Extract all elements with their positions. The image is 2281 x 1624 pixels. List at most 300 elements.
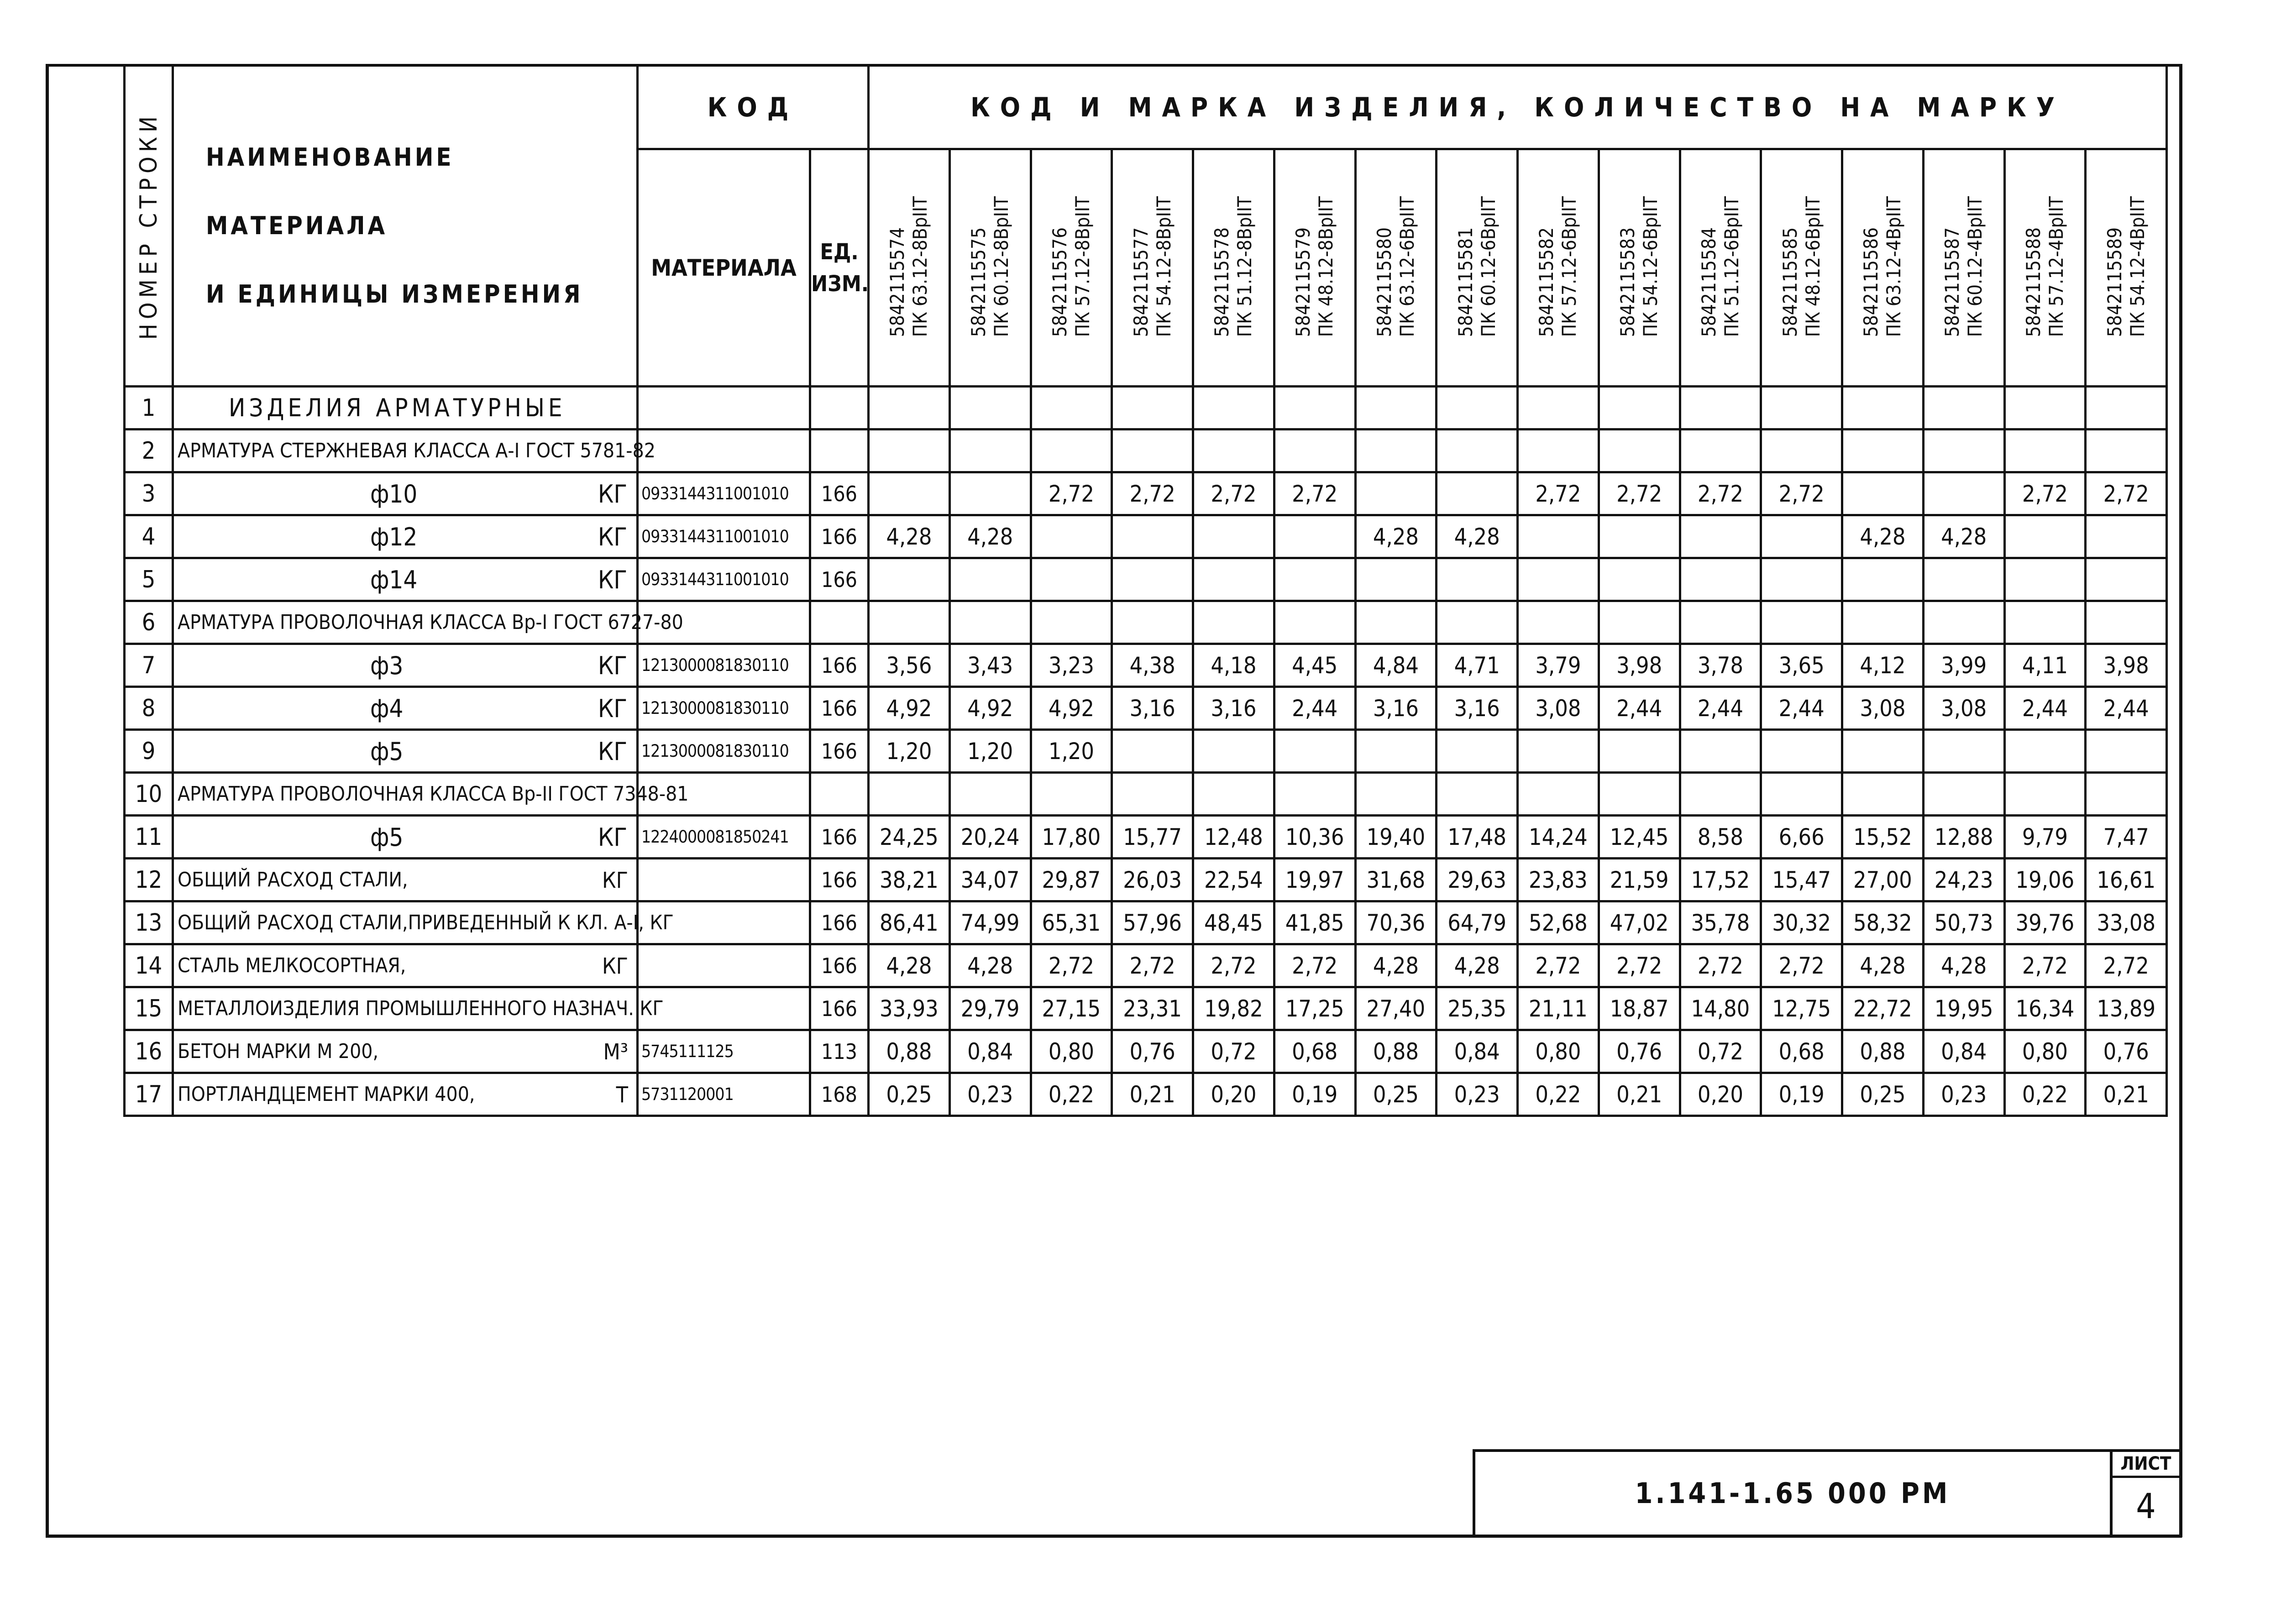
unit-code: 166	[810, 558, 869, 601]
material-code	[638, 387, 810, 430]
material-name: СТАЛЬ МЕЛКОСОРТНАЯ,	[178, 954, 406, 977]
quantity-cell	[1437, 472, 1518, 515]
quantity-cell	[1274, 430, 1355, 472]
row-number: 10	[125, 773, 173, 816]
material-name-cell	[173, 601, 683, 644]
material-name-cell	[173, 430, 655, 472]
quantity-cell: 3,08	[1923, 687, 2004, 730]
quantity-cell: 15,47	[1761, 859, 1842, 901]
quantity-cell	[949, 773, 1031, 816]
materials-table	[123, 64, 2168, 1117]
quantity-cell: 86,41	[869, 901, 950, 944]
name-unit: КГ	[598, 823, 627, 852]
quantity-cell	[1437, 430, 1518, 472]
material-name-cell	[173, 515, 638, 558]
product-code: 5842115582	[1535, 227, 1558, 337]
row-number: 9	[125, 730, 173, 773]
quantity-cell	[2086, 773, 2167, 816]
product-mark: ПК 60.12-4ВрIIТ	[1964, 196, 1987, 337]
quantity-cell	[869, 430, 950, 472]
product-code: 5842115587	[1941, 227, 1964, 337]
quantity-cell	[1274, 558, 1355, 601]
quantity-cell: 23,83	[1518, 859, 1599, 901]
quantity-cell: 0,23	[1923, 1073, 2004, 1116]
quantity-cell: 4,92	[949, 687, 1031, 730]
product-mark: ПК 63.12-8ВрIIТ	[909, 196, 932, 337]
quantity-cell: 7,47	[2086, 816, 2167, 859]
quantity-cell	[2004, 558, 2086, 601]
product-label-15	[2022, 196, 2068, 337]
quantity-cell: 21,59	[1599, 859, 1680, 901]
quantity-cell	[1355, 472, 1437, 515]
quantity-cell	[2004, 773, 2086, 816]
quantity-cell	[869, 773, 950, 816]
product-header-9	[1518, 149, 1599, 387]
quantity-cell: 21,11	[1518, 987, 1599, 1030]
quantity-cell: 17,48	[1437, 816, 1518, 859]
product-header-6	[1274, 149, 1355, 387]
name-unit: КГ	[602, 868, 628, 893]
quantity-cell	[2086, 387, 2167, 430]
material-name: МЕТАЛЛОИЗДЕЛИЯ ПРОМЫШЛЕННОГО НАЗНАЧ. КГ	[178, 997, 664, 1020]
row-number: 13	[125, 901, 173, 944]
quantity-cell: 2,72	[1193, 472, 1274, 515]
quantity-cell: 8,58	[1680, 816, 1761, 859]
quantity-cell	[1193, 430, 1274, 472]
product-mark: ПК 57.12-6ВрIIТ	[1558, 196, 1581, 337]
product-code: 5842115588	[2022, 227, 2045, 337]
material-name: АРМАТУРА ПРОВОЛОЧНАЯ КЛАССА Вр-II ГОСТ 7348-81	[178, 782, 689, 806]
product-code: 5842115583	[1616, 227, 1639, 337]
quantity-cell: 2,72	[1761, 944, 1842, 987]
name-unit: КГ	[602, 953, 628, 979]
unit-code: 166	[810, 944, 869, 987]
quantity-cell: 27,00	[1842, 859, 1924, 901]
product-code: 5842115578	[1211, 227, 1233, 337]
quantity-cell: 0,88	[1842, 1030, 1924, 1073]
quantity-cell: 4,11	[2004, 644, 2086, 687]
quantity-cell: 48,45	[1193, 901, 1274, 944]
quantity-cell: 3,16	[1193, 687, 1274, 730]
product-code: 5842115574	[886, 227, 909, 337]
quantity-cell: 15,52	[1842, 816, 1924, 859]
diameter-symbol: ф14	[370, 566, 418, 594]
material-name-cell	[173, 644, 638, 687]
material-name: ОБЩИЙ РАСХОД СТАЛИ,	[178, 868, 408, 891]
material-name: АРМАТУРА СТЕРЖНЕВАЯ КЛАССА А-I ГОСТ 5781-82	[178, 439, 655, 462]
quantity-cell: 2,72	[1599, 472, 1680, 515]
quantity-cell	[2004, 515, 2086, 558]
quantity-cell: 33,08	[2086, 901, 2167, 944]
quantity-cell: 31,68	[1355, 859, 1437, 901]
product-header-15	[2004, 149, 2086, 387]
quantity-cell	[1193, 730, 1274, 773]
product-label-8	[1454, 196, 1500, 337]
quantity-cell: 2,72	[1518, 944, 1599, 987]
product-label-9	[1535, 196, 1581, 337]
quantity-cell: 74,99	[949, 901, 1031, 944]
quantity-cell	[1518, 430, 1599, 472]
quantity-cell	[1193, 387, 1274, 430]
quantity-cell: 16,61	[2086, 859, 2167, 901]
name-unit: КГ	[598, 480, 627, 508]
quantity-cell: 4,28	[1437, 944, 1518, 987]
quantity-cell	[1518, 601, 1599, 644]
material-code	[638, 859, 810, 901]
quantity-cell: 0,68	[1274, 1030, 1355, 1073]
quantity-cell: 0,22	[1518, 1073, 1599, 1116]
quantity-cell: 12,88	[1923, 816, 2004, 859]
quantity-cell: 4,28	[1923, 944, 2004, 987]
unit-code: 166	[810, 472, 869, 515]
quantity-cell: 0,88	[1355, 1030, 1437, 1073]
product-label-16	[2103, 196, 2149, 337]
code-group-header: КОД	[638, 65, 869, 149]
quantity-cell	[1193, 558, 1274, 601]
product-header-11	[1680, 149, 1761, 387]
row-number: 3	[125, 472, 173, 515]
material-name-cell	[173, 472, 638, 515]
product-mark: ПК 60.12-6ВрIIТ	[1477, 196, 1500, 337]
quantity-cell	[1274, 387, 1355, 430]
quantity-cell	[1193, 601, 1274, 644]
unit-header-line1: ЕД.	[820, 239, 859, 265]
diameter-symbol: ф3	[370, 651, 404, 680]
quantity-cell: 2,72	[2086, 944, 2167, 987]
product-mark: ПК 60.12-8ВрIIТ	[990, 196, 1013, 337]
quantity-cell: 0,22	[1031, 1073, 1112, 1116]
quantity-cell: 38,21	[869, 859, 950, 901]
quantity-cell: 6,66	[1761, 816, 1842, 859]
material-name-cell	[173, 987, 664, 1030]
quantity-cell: 1,20	[1031, 730, 1112, 773]
material-code	[638, 430, 810, 472]
quantity-cell: 13,89	[2086, 987, 2167, 1030]
quantity-cell	[2086, 730, 2167, 773]
quantity-cell: 4,92	[869, 687, 950, 730]
table-row	[125, 644, 2167, 687]
quantity-cell	[1599, 558, 1680, 601]
quantity-cell: 10,36	[1274, 816, 1355, 859]
material-code: 1213000081830110	[638, 644, 810, 687]
quantity-cell	[949, 558, 1031, 601]
quantity-cell	[1274, 601, 1355, 644]
table-row	[125, 730, 2167, 773]
table-row	[125, 558, 2167, 601]
row-number: 11	[125, 816, 173, 859]
quantity-cell	[1923, 387, 2004, 430]
product-code: 5842115577	[1129, 227, 1152, 337]
quantity-cell: 2,72	[2004, 944, 2086, 987]
quantity-cell	[1842, 558, 1924, 601]
row-number: 15	[125, 987, 173, 1030]
quantity-cell	[1680, 387, 1761, 430]
quantity-cell: 17,52	[1680, 859, 1761, 901]
row-number-header	[125, 65, 173, 387]
quantity-cell: 3,23	[1031, 644, 1112, 687]
quantity-cell: 27,15	[1031, 987, 1112, 1030]
unit-code	[810, 773, 869, 816]
row-number: 4	[125, 515, 173, 558]
header-row-top	[125, 65, 2167, 149]
quantity-cell	[2004, 430, 2086, 472]
name-unit: КГ	[598, 694, 627, 723]
product-header-14	[1923, 149, 2004, 387]
quantity-cell: 2,72	[1680, 944, 1761, 987]
quantity-cell	[1923, 558, 2004, 601]
product-mark: ПК 54.12-4ВрIIТ	[2126, 196, 2149, 337]
name-unit: КГ	[598, 523, 627, 551]
quantity-cell: 0,19	[1761, 1073, 1842, 1116]
quantity-cell	[1761, 601, 1842, 644]
quantity-cell: 41,85	[1274, 901, 1355, 944]
quantity-cell: 24,25	[869, 816, 950, 859]
product-header-16	[2086, 149, 2167, 387]
quantity-cell: 3,99	[1923, 644, 2004, 687]
unit-code: 166	[810, 901, 869, 944]
quantity-cell	[1437, 387, 1518, 430]
quantity-cell	[1031, 773, 1112, 816]
material-name: ПОРТЛАНДЦЕМЕНТ МАРКИ 400,	[178, 1083, 475, 1106]
quantity-cell	[1599, 387, 1680, 430]
unit-code: 166	[810, 987, 869, 1030]
quantity-cell	[1437, 558, 1518, 601]
quantity-cell: 26,03	[1112, 859, 1193, 901]
quantity-cell: 1,20	[869, 730, 950, 773]
quantity-cell: 23,31	[1112, 987, 1193, 1030]
product-code: 5842115585	[1778, 227, 1801, 337]
row-number: 16	[125, 1030, 173, 1073]
quantity-cell	[1437, 773, 1518, 816]
quantity-cell	[1842, 601, 1924, 644]
frame-right-line	[2179, 64, 2182, 1537]
quantity-cell: 0,25	[869, 1073, 950, 1116]
quantity-cell	[1842, 773, 1924, 816]
quantity-cell: 19,40	[1355, 816, 1437, 859]
quantity-cell: 17,80	[1031, 816, 1112, 859]
product-mark: ПК 63.12-6ВрIIТ	[1395, 196, 1418, 337]
quantity-cell: 0,20	[1193, 1073, 1274, 1116]
material-name-cell	[173, 773, 689, 816]
quantity-cell	[1761, 387, 1842, 430]
name-header-line2: И ЕДИНИЦЫ ИЗМЕРЕНИЯ	[206, 279, 583, 309]
name-header-line1: НАИМЕНОВАНИЕ МАТЕРИАЛА	[206, 142, 454, 240]
product-header-1	[869, 149, 950, 387]
table-row	[125, 987, 2167, 1030]
quantity-cell: 3,79	[1518, 644, 1599, 687]
quantity-cell: 2,44	[1599, 687, 1680, 730]
quantity-cell	[869, 558, 950, 601]
unit-code	[810, 387, 869, 430]
quantity-cell: 19,97	[1274, 859, 1355, 901]
quantity-cell	[1112, 387, 1193, 430]
quantity-cell	[1193, 773, 1274, 816]
diameter-symbol: ф10	[370, 480, 418, 508]
quantity-cell: 3,65	[1761, 644, 1842, 687]
product-code: 5842115575	[967, 227, 990, 337]
title-block	[1473, 1449, 2179, 1535]
unit-code: 166	[810, 687, 869, 730]
product-mark: ПК 51.12-8ВрIIТ	[1233, 196, 1256, 337]
product-header-10	[1599, 149, 1680, 387]
name-unit: М³	[603, 1039, 628, 1065]
quantity-cell: 4,38	[1112, 644, 1193, 687]
material-name-cell	[173, 901, 674, 944]
quantity-cell: 0,21	[1112, 1073, 1193, 1116]
products-header: КОД И МАРКА ИЗДЕЛИЯ, КОЛИЧЕСТВО НА МАРКУ	[869, 65, 2167, 149]
quantity-cell	[1355, 430, 1437, 472]
quantity-cell: 2,72	[1112, 472, 1193, 515]
quantity-cell	[1680, 773, 1761, 816]
quantity-cell	[1761, 515, 1842, 558]
diameter-symbol: ф4	[370, 694, 404, 723]
product-code: 5842115584	[1697, 227, 1720, 337]
quantity-cell: 2,72	[1193, 944, 1274, 987]
product-label-11	[1698, 196, 1743, 337]
quantity-cell: 19,06	[2004, 859, 2086, 901]
quantity-cell	[1437, 730, 1518, 773]
quantity-cell	[1761, 773, 1842, 816]
quantity-cell: 58,32	[1842, 901, 1924, 944]
product-mark: ПК 57.12-8ВрIIТ	[1071, 196, 1094, 337]
table-row	[125, 1030, 2167, 1073]
quantity-cell: 4,12	[1842, 644, 1924, 687]
table-row	[125, 472, 2167, 515]
table-row	[125, 387, 2167, 430]
quantity-cell: 64,79	[1437, 901, 1518, 944]
row-number: 7	[125, 644, 173, 687]
quantity-cell: 4,28	[1437, 515, 1518, 558]
row-number: 5	[125, 558, 173, 601]
quantity-cell	[1599, 730, 1680, 773]
quantity-cell: 4,28	[1842, 944, 1924, 987]
quantity-cell: 19,95	[1923, 987, 2004, 1030]
quantity-cell	[949, 430, 1031, 472]
product-label-2	[967, 196, 1013, 337]
quantity-cell: 4,45	[1274, 644, 1355, 687]
quantity-cell: 14,80	[1680, 987, 1761, 1030]
quantity-cell: 20,24	[949, 816, 1031, 859]
quantity-cell: 0,19	[1274, 1073, 1355, 1116]
quantity-cell	[1680, 730, 1761, 773]
product-header-4	[1112, 149, 1193, 387]
quantity-cell	[1599, 773, 1680, 816]
quantity-cell: 47,02	[1599, 901, 1680, 944]
product-label-3	[1049, 196, 1094, 337]
quantity-cell: 12,75	[1761, 987, 1842, 1030]
quantity-cell	[1842, 472, 1924, 515]
quantity-cell	[1599, 515, 1680, 558]
quantity-cell	[1031, 515, 1112, 558]
quantity-cell: 35,78	[1680, 901, 1761, 944]
row-number: 17	[125, 1073, 173, 1116]
quantity-cell	[1680, 430, 1761, 472]
quantity-cell: 4,18	[1193, 644, 1274, 687]
product-header-8	[1437, 149, 1518, 387]
quantity-cell	[2086, 601, 2167, 644]
material-code	[638, 944, 810, 987]
row-number: 2	[125, 430, 173, 472]
quantity-cell: 0,20	[1680, 1073, 1761, 1116]
row-number: 12	[125, 859, 173, 901]
quantity-cell: 4,28	[949, 515, 1031, 558]
quantity-cell	[1761, 730, 1842, 773]
quantity-cell: 4,92	[1031, 687, 1112, 730]
quantity-cell: 1,20	[949, 730, 1031, 773]
quantity-cell: 0,76	[1599, 1030, 1680, 1073]
quantity-cell: 2,72	[1031, 472, 1112, 515]
name-unit: КГ	[598, 651, 627, 680]
name-unit: КГ	[598, 737, 627, 766]
product-header-2	[949, 149, 1031, 387]
quantity-cell	[1923, 430, 2004, 472]
material-name-cell	[173, 558, 638, 601]
quantity-cell: 25,35	[1437, 987, 1518, 1030]
quantity-cell	[1274, 515, 1355, 558]
quantity-cell: 12,45	[1599, 816, 1680, 859]
quantity-cell	[2004, 387, 2086, 430]
table-row	[125, 901, 2167, 944]
sheet-label: ЛИСТ	[2120, 1453, 2171, 1474]
quantity-cell: 2,72	[1518, 472, 1599, 515]
unit-code: 168	[810, 1073, 869, 1116]
material-name-cell	[173, 1073, 638, 1116]
quantity-cell: 30,32	[1761, 901, 1842, 944]
quantity-cell: 2,72	[1274, 472, 1355, 515]
quantity-cell	[1031, 430, 1112, 472]
quantity-cell	[1112, 730, 1193, 773]
row-number: 6	[125, 601, 173, 644]
product-header-12	[1761, 149, 1842, 387]
quantity-cell: 34,07	[949, 859, 1031, 901]
quantity-cell	[1842, 730, 1924, 773]
frame-bottom-line	[46, 1535, 2182, 1538]
quantity-cell: 4,71	[1437, 644, 1518, 687]
quantity-cell	[2004, 601, 2086, 644]
quantity-cell	[1680, 515, 1761, 558]
table-row	[125, 816, 2167, 859]
quantity-cell: 2,44	[2086, 687, 2167, 730]
quantity-cell: 2,72	[1274, 944, 1355, 987]
quantity-cell: 18,87	[1599, 987, 1680, 1030]
quantity-cell: 0,21	[1599, 1073, 1680, 1116]
quantity-cell	[949, 601, 1031, 644]
quantity-cell	[1274, 730, 1355, 773]
quantity-cell: 4,28	[869, 944, 950, 987]
quantity-cell: 9,79	[2004, 816, 2086, 859]
quantity-cell: 29,87	[1031, 859, 1112, 901]
row-number: 8	[125, 687, 173, 730]
quantity-cell: 0,25	[1842, 1073, 1924, 1116]
quantity-cell	[1112, 773, 1193, 816]
name-unit: КГ	[598, 566, 627, 594]
quantity-cell: 2,72	[2004, 472, 2086, 515]
quantity-cell: 0,84	[949, 1030, 1031, 1073]
quantity-cell	[1842, 430, 1924, 472]
product-label-7	[1373, 196, 1419, 337]
quantity-cell: 2,72	[2086, 472, 2167, 515]
row-number-header-label: НОМЕР СТРОКИ	[135, 111, 163, 340]
quantity-cell	[2086, 430, 2167, 472]
product-mark: ПК 48.12-6ВрIIТ	[1801, 196, 1824, 337]
material-code: 5731120001	[638, 1073, 810, 1116]
quantity-cell: 2,44	[1274, 687, 1355, 730]
product-label-13	[1860, 196, 1905, 337]
unit-code: 166	[810, 859, 869, 901]
quantity-cell	[1842, 387, 1924, 430]
quantity-cell: 3,43	[949, 644, 1031, 687]
quantity-cell	[1923, 472, 2004, 515]
